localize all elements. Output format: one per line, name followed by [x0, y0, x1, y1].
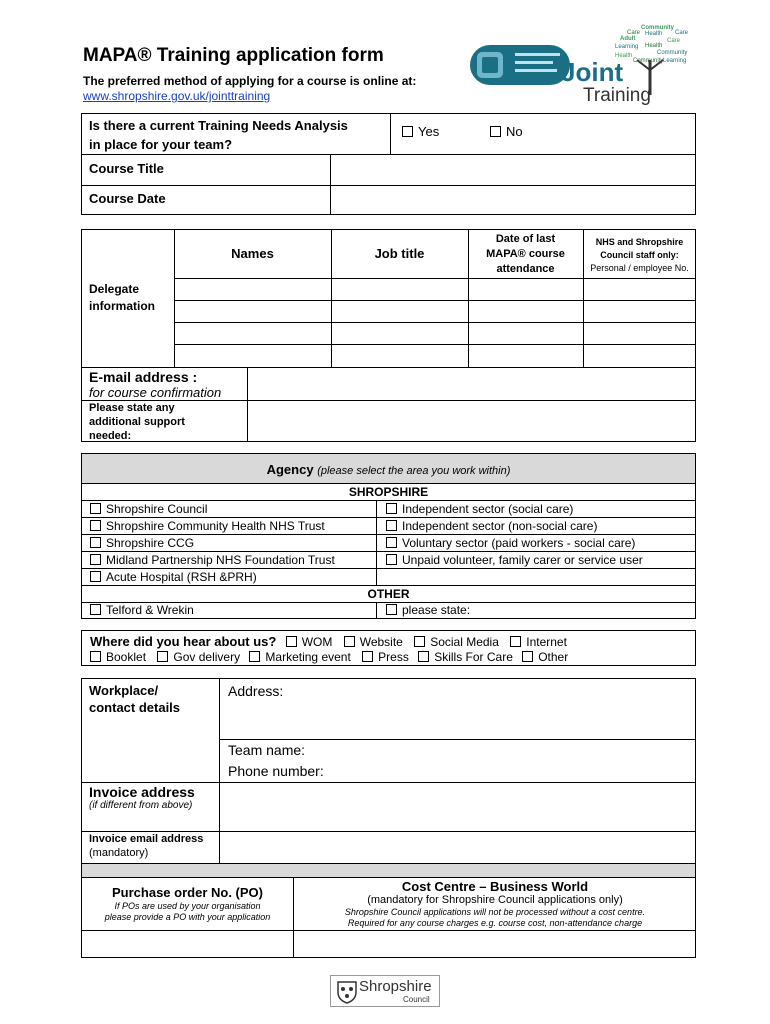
checkbox-icon[interactable] [344, 636, 355, 647]
checkbox-icon[interactable] [90, 520, 101, 531]
checkbox-icon[interactable] [90, 651, 101, 662]
col-job-header: Job title [374, 246, 425, 261]
support-line3: needed: [89, 430, 132, 442]
option-label: WOM [301, 635, 333, 649]
col-date-header [468, 232, 583, 277]
shropshire-council-logo [330, 975, 440, 1007]
joint-training-logo [465, 25, 695, 110]
option-label: please state: [402, 603, 471, 617]
hear-option-marketing-event[interactable] [249, 650, 350, 664]
col-nhs-line1: NHS and Shropshire [595, 237, 684, 247]
option-label: Gov delivery [173, 650, 241, 664]
team-name-label[interactable]: Team name: [228, 742, 306, 758]
option-label: Shropshire Council [106, 502, 208, 516]
other-heading: OTHER [367, 587, 410, 601]
cost-centre-note [294, 907, 696, 929]
checkbox-icon[interactable] [490, 126, 501, 137]
agency-option-unpaid[interactable] [386, 552, 643, 569]
cloud-word-10: Learning [663, 58, 687, 64]
option-label: Midland Partnership NHS Foundation Trust [106, 553, 335, 567]
hear-question: Where did you hear about us? [90, 634, 277, 649]
course-table [81, 113, 696, 215]
checkbox-icon[interactable] [386, 520, 397, 531]
workplace-label [89, 682, 180, 716]
form-title: MAPA® Training application form [83, 45, 384, 66]
agency-row-line [82, 585, 695, 586]
agency-left-options [90, 501, 335, 586]
hear-row1 [90, 634, 567, 649]
hear-option-booklet[interactable] [90, 650, 146, 664]
invoice-address-sublabel: (if different from above) [89, 800, 193, 811]
invoice-address-label: Invoice address [89, 784, 195, 800]
tna-yes-label: Yes [418, 124, 440, 139]
option-label: Shropshire CCG [106, 536, 195, 550]
option-label: Unpaid volunteer, family carer or service user [402, 553, 643, 567]
support-field[interactable] [248, 401, 696, 442]
agency-row-line [82, 551, 695, 552]
row-divider [219, 739, 696, 740]
cost-centre-field[interactable] [294, 931, 696, 958]
delegate-row[interactable] [174, 322, 696, 323]
email-sublabel: for course confirmation [89, 385, 222, 400]
footer-org-sub: Council [403, 995, 430, 1004]
option-label: Shropshire Community Health NHS Trust [106, 519, 325, 533]
checkbox-icon[interactable] [90, 537, 101, 548]
hear-option-wom[interactable] [286, 635, 333, 649]
option-label: Acute Hospital (RSH &PRH) [106, 570, 257, 584]
support-line2: additional support [89, 416, 185, 428]
option-label: Other [538, 650, 569, 664]
delegate-label [89, 281, 155, 315]
course-title-field[interactable] [330, 154, 697, 185]
option-label: Voluntary sector (paid workers - social care) [402, 536, 636, 550]
col-date-line1: Date of last [495, 233, 556, 245]
col-nhs-header [583, 236, 696, 275]
col-date-line3: attendance [496, 263, 555, 275]
delegate-row[interactable] [174, 278, 696, 279]
hear-option-press[interactable] [362, 650, 409, 664]
checkbox-icon[interactable] [414, 636, 425, 647]
delegate-label-line2: information [89, 299, 155, 313]
option-label: Press [378, 650, 409, 664]
checkbox-icon[interactable] [522, 651, 533, 662]
agency-option-telford[interactable] [90, 603, 194, 617]
tna-question-line2: in place for your team? [89, 137, 233, 152]
phone-number-label[interactable]: Phone number: [228, 763, 324, 779]
course-title-label: Course Title [89, 161, 164, 176]
workplace-table [81, 678, 696, 958]
agency-row-line [82, 534, 695, 535]
tna-yes-option[interactable] [402, 124, 439, 139]
tna-no-label: No [506, 124, 523, 139]
checkbox-icon[interactable] [386, 503, 397, 514]
hear-row2 [90, 650, 568, 664]
agency-right-options [386, 501, 643, 569]
hear-about-table [81, 630, 696, 666]
cost-centre-title: Cost Centre – Business World [401, 879, 589, 894]
cloud-word-0: Community [641, 25, 674, 31]
cloud-word-2: Health [645, 31, 663, 37]
hear-option-social-media[interactable] [414, 635, 499, 649]
agency-title-wrap [82, 462, 695, 477]
cloud-word-9: Community [633, 58, 664, 64]
footer-org-name: Shropshire [359, 978, 432, 995]
hear-option-skills-for-care[interactable] [418, 650, 513, 664]
checkbox-icon[interactable] [510, 636, 521, 647]
col-divider [376, 602, 377, 619]
option-label: Internet [526, 635, 567, 649]
checkbox-icon[interactable] [386, 554, 397, 565]
checkbox-icon[interactable] [249, 651, 260, 662]
email-field[interactable] [248, 368, 696, 400]
cloud-word-4: Learning [615, 44, 639, 50]
checkbox-icon[interactable] [90, 503, 101, 514]
tna-no-option[interactable] [490, 124, 523, 139]
invoice-address-field[interactable] [220, 783, 696, 831]
invoice-email-field[interactable] [220, 832, 696, 863]
checkbox-icon[interactable] [402, 126, 413, 137]
cost-centre-sublabel: (mandatory for Shropshire Council applications only) [367, 894, 623, 906]
cloud-word-3: Adult [620, 36, 636, 42]
po-number-field[interactable] [82, 931, 293, 958]
agency-table [81, 453, 696, 619]
agency-row-line [82, 517, 695, 518]
address-field[interactable] [220, 699, 696, 739]
checkbox-icon[interactable] [286, 636, 297, 647]
cost-note-line2: Required for any course charges e.g. course cost, non-attendance charge [347, 918, 643, 928]
email-label: E-mail address : [89, 369, 198, 385]
checkbox-icon[interactable] [90, 604, 101, 615]
col-names-header: Names [231, 246, 274, 261]
agency-option-independent-nonsocial[interactable] [386, 518, 643, 535]
address-label: Address: [228, 683, 284, 699]
cloud-word-7: Community [657, 50, 688, 56]
option-label: Social Media [430, 635, 499, 649]
agency-option-voluntary[interactable] [386, 535, 643, 552]
logo-word-cloud [615, 25, 695, 65]
invoice-email-label: Invoice email address [89, 833, 204, 845]
checkbox-icon[interactable] [386, 604, 397, 615]
option-label: Booklet [106, 650, 147, 664]
delegate-table [81, 229, 696, 442]
checkbox-icon[interactable] [90, 554, 101, 565]
option-label: Independent sector (social care) [402, 502, 574, 516]
po-sub-line1: If POs are used by your organisation [114, 901, 261, 911]
course-date-field[interactable] [330, 185, 697, 215]
agency-option-shropshire-council[interactable] [90, 501, 335, 518]
agency-option-independent-social[interactable] [386, 501, 643, 518]
hear-option-other[interactable] [522, 650, 568, 664]
logo-joint-text: Joint [561, 57, 624, 87]
workplace-label-line2: contact details [89, 700, 181, 715]
agency-row-line [82, 568, 695, 569]
option-label: Marketing event [265, 650, 351, 664]
cloud-word-5: Health [645, 43, 663, 49]
hear-option-website[interactable] [344, 635, 403, 649]
checkbox-icon[interactable] [386, 537, 397, 548]
agency-option-community-health[interactable] [90, 518, 335, 535]
support-label [89, 401, 185, 443]
option-label: Website [359, 635, 403, 649]
option-label: Skills For Care [434, 650, 513, 664]
col-date-line2: MAPA® course [486, 248, 565, 260]
po-sublabel [82, 901, 293, 923]
tna-divider [390, 114, 391, 154]
col-divider [376, 500, 377, 585]
option-label: Independent sector (non-social care) [402, 519, 598, 533]
hear-option-gov-delivery[interactable] [157, 650, 240, 664]
agency-option-please-state[interactable] [386, 603, 470, 617]
council-crest-icon [336, 980, 358, 1004]
shropshire-heading: SHROPSHIRE [348, 485, 429, 499]
po-sub-line2: please provide a PO with your application [104, 912, 271, 922]
checkbox-icon[interactable] [418, 651, 429, 662]
jointtraining-link[interactable]: www.shropshire.gov.uk/jointtraining [83, 89, 271, 103]
cloud-word-1: Care [627, 30, 641, 36]
delegate-row[interactable] [174, 344, 696, 345]
header-subtitle: The preferred method of applying for a course is online at: [83, 74, 417, 88]
cloud-word-8: Health [615, 53, 633, 59]
logo-training-text: Training [583, 85, 651, 106]
course-date-label: Course Date [89, 191, 166, 206]
tna-question-line1: Is there a current Training Needs Analysis [89, 118, 348, 133]
agency-title-note: (please select the area you work within) [317, 465, 511, 477]
separator-band [82, 864, 695, 878]
agency-option-ccg[interactable] [90, 535, 335, 552]
col-nhs-line2: Council staff only: [600, 250, 679, 260]
cloud-word-6: Care [667, 38, 681, 44]
col-nhs-line3: Personal / employee No. [590, 263, 689, 273]
workplace-label-line1: Workplace/ [89, 683, 159, 698]
delegate-label-line1: Delegate [89, 282, 140, 296]
cloud-word-11: Care [675, 30, 689, 36]
checkbox-icon[interactable] [362, 651, 373, 662]
agency-title: Agency [266, 462, 314, 477]
option-label: Telford & Wrekin [106, 603, 194, 617]
po-title: Purchase order No. (PO) [112, 885, 263, 900]
support-line1: Please state any [89, 402, 175, 414]
checkbox-icon[interactable] [157, 651, 168, 662]
checkbox-icon[interactable] [90, 571, 101, 582]
tna-question [89, 116, 348, 154]
cost-note-line1: Shropshire Council applications will not be processed without a cost centre. [344, 907, 646, 917]
invoice-email-sublabel: (mandatory) [89, 847, 149, 859]
agency-header [82, 454, 695, 484]
delegate-row[interactable] [174, 300, 696, 301]
hear-option-internet[interactable] [510, 635, 567, 649]
agency-option-midland[interactable] [90, 552, 335, 569]
agency-option-acute[interactable] [90, 569, 335, 586]
